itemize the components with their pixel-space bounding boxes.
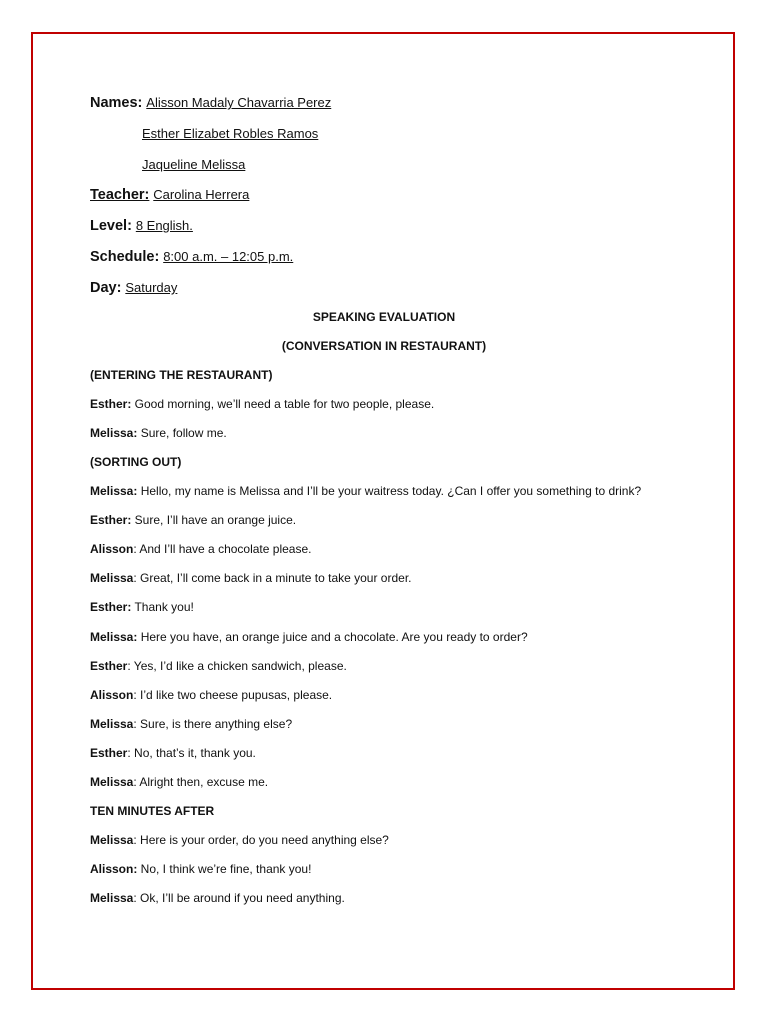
dialogue-text: Good morning, we’ll need a table for two people, please.: [131, 397, 435, 412]
dialogue-text: : Ok, I’ll be around if you need anything.: [133, 891, 345, 906]
schedule-value: 8:00 a.m. – 12:05 p.m.: [163, 249, 294, 264]
dialogue-text: : No, that’s it, thank you.: [127, 745, 256, 760]
dialogue-line: [90, 774, 268, 790]
student-name-3: Jaqueline Melissa: [142, 157, 246, 172]
dialogue-line: [90, 832, 389, 848]
names-row-3: [142, 155, 245, 174]
speaker-name: Alisson:: [90, 862, 138, 877]
dialogue-line: [90, 599, 194, 615]
dialogue-line: [90, 541, 311, 557]
section-heading: (SORTING OUT): [90, 455, 182, 470]
dialogue-text: : Alright then, excuse me.: [133, 774, 269, 789]
speaker-name: Esther:: [90, 513, 132, 528]
dialogue-line: [90, 861, 311, 877]
speaker-name: Alisson: [90, 687, 134, 702]
speaker-name: Esther: [90, 658, 128, 673]
dialogue-text: Sure, I’ll have an orange juice.: [131, 513, 297, 528]
document-subtitle: (CONVERSATION IN RESTAURANT): [281, 339, 487, 353]
teacher-label: Teacher:: [90, 187, 150, 203]
student-name-2: Esther Elizabet Robles Ramos: [142, 126, 319, 141]
level-row: [90, 216, 193, 235]
document-title: SPEAKING EVALUATION: [312, 310, 456, 324]
schedule-label: Schedule:: [90, 249, 160, 265]
section-heading: (ENTERING THE RESTAURANT): [90, 368, 273, 382]
schedule-row: [90, 247, 293, 266]
day-label: Day:: [90, 280, 122, 296]
speaker-name: Melissa:: [90, 426, 138, 441]
dialogue-text: No, I think we’re fine, thank you!: [137, 862, 312, 877]
day-value: Saturday: [125, 280, 178, 295]
dialogue-text: : Great, I’ll come back in a minute to take your order.: [133, 571, 412, 586]
speaker-name: Esther:: [90, 600, 132, 615]
dialogue-line: [90, 745, 256, 761]
speaker-name: Alisson: [90, 542, 134, 557]
dialogue-line: [90, 629, 528, 645]
speaker-name: Melissa: [90, 891, 134, 906]
dialogue-text: : Sure, is there anything else?: [133, 716, 293, 731]
dialogue-text: Hello, my name is Melissa and I’ll be your waitress today. ¿Can I offer you something to drink?: [137, 484, 642, 499]
level-value: 8 English.: [135, 218, 193, 233]
names-row: [90, 93, 331, 112]
dialogue-line: [90, 890, 345, 906]
speaker-name: Melissa: [90, 716, 134, 731]
names-label: Names:: [90, 95, 143, 111]
names-row-2: [142, 124, 318, 143]
student-name-1: Alisson Madaly Chavarria Perez: [146, 95, 332, 110]
speaker-name: Esther:: [90, 397, 132, 412]
dialogue-line: [90, 687, 332, 703]
dialogue-line: [90, 483, 641, 499]
speaker-name: Esther: [90, 745, 128, 760]
dialogue-text: : I’d like two cheese pupusas, please.: [133, 687, 333, 702]
dialogue-line: [90, 512, 296, 528]
teacher-name: Carolina Herrera: [153, 187, 250, 202]
dialogue-text: : Here is your order, do you need anything else?: [133, 832, 389, 847]
speaker-name: Melissa: [90, 571, 134, 586]
level-label: Level:: [90, 218, 132, 234]
dialogue-text: : Yes, I’d like a chicken sandwich, please.: [127, 658, 347, 673]
section-heading: TEN MINUTES AFTER: [90, 803, 215, 818]
speaker-name: Melissa:: [90, 629, 138, 644]
speaker-name: Melissa: [90, 774, 134, 789]
dialogue-line: [90, 716, 292, 732]
dialogue-line: [90, 425, 227, 441]
teacher-row: [90, 185, 249, 204]
speaker-name: Melissa:: [90, 484, 138, 499]
dialogue-line: [90, 396, 434, 412]
dialogue-line: [90, 658, 347, 674]
dialogue-text: Sure, follow me.: [137, 426, 227, 441]
day-row: [90, 278, 177, 297]
dialogue-text: : And I’ll have a chocolate please.: [133, 542, 312, 557]
dialogue-text: Thank you!: [131, 600, 194, 615]
dialogue-text: Here you have, an orange juice and a chocolate. Are you ready to order?: [137, 629, 528, 644]
speaker-name: Melissa: [90, 832, 134, 847]
dialogue-line: [90, 570, 412, 586]
